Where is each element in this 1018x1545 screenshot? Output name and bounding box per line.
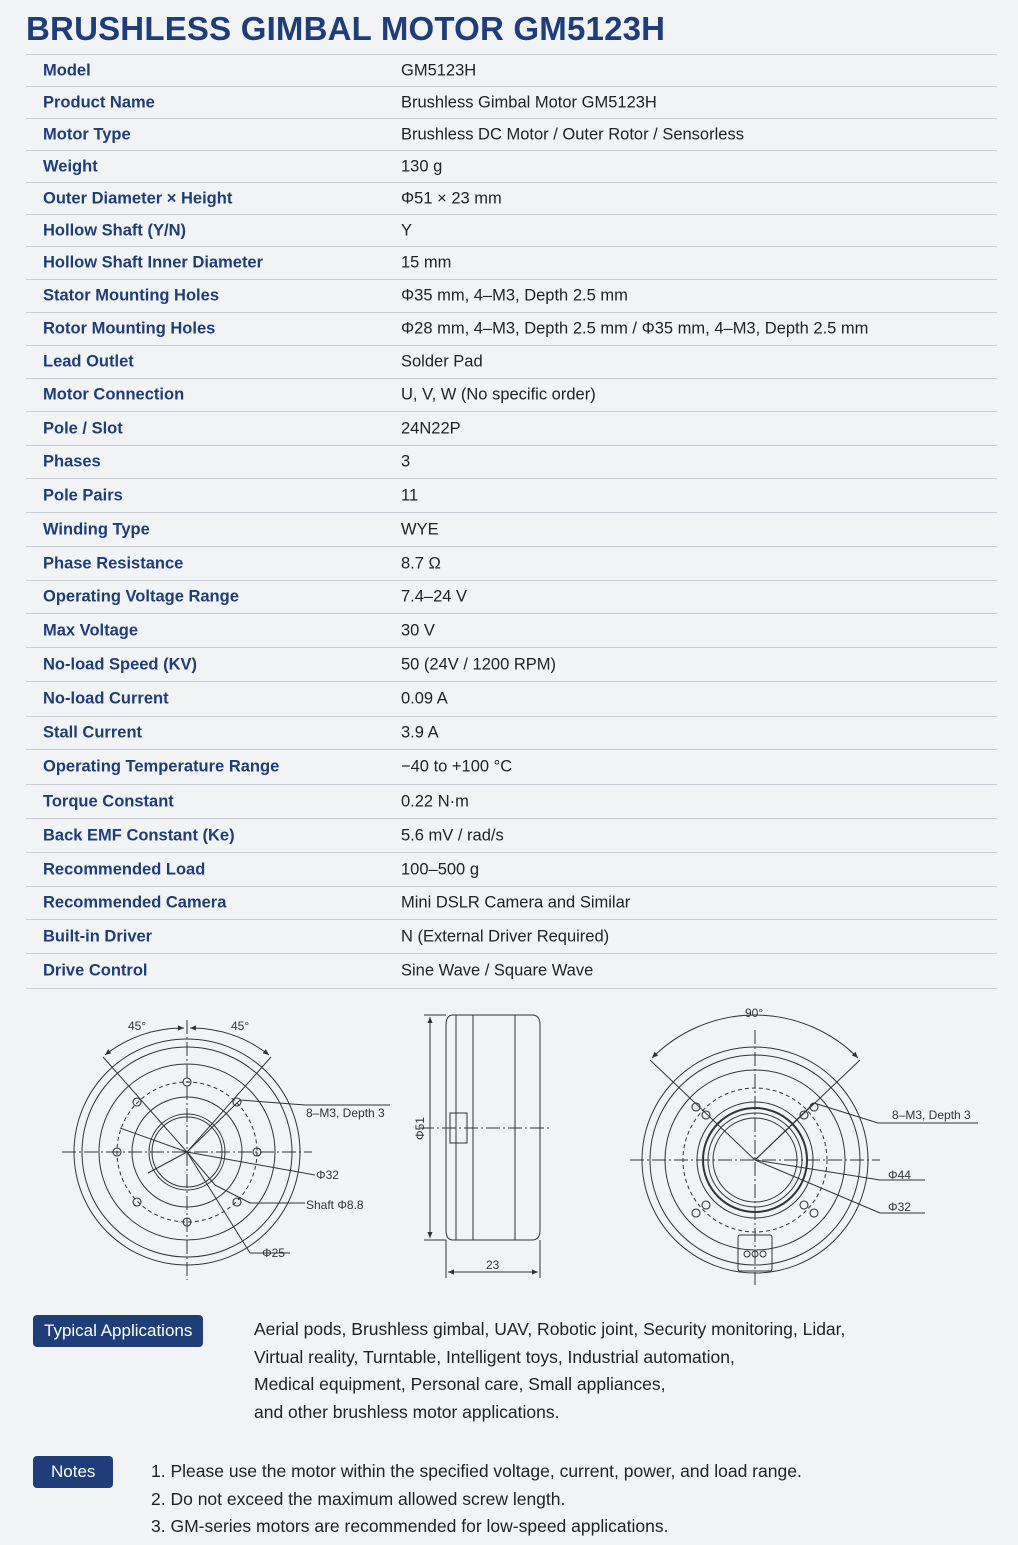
spec-label: Motor Connection (43, 385, 185, 404)
spec-value: WYE (401, 520, 439, 538)
spec-label: Rotor Mounting Holes (43, 319, 216, 338)
spec-label: Operating Temperature Range (43, 757, 280, 776)
spec-label: Phases (43, 452, 101, 471)
spec-row (26, 151, 997, 183)
spec-row (26, 379, 997, 412)
spec-row (26, 887, 997, 920)
spec-label: Max Voltage (43, 621, 139, 639)
spec-label: Operating Voltage Range (43, 587, 239, 606)
applications-line: Virtual reality, Turntable, Intelligent toys, Industrial automation, (254, 1346, 735, 1367)
front-d25-label: Φ25 (262, 1246, 285, 1260)
spec-value: 5.6 mV / rad/s (401, 826, 504, 844)
spec-row (26, 785, 997, 819)
spec-row (26, 87, 997, 119)
spec-row (26, 346, 997, 379)
applications-text (254, 1316, 954, 1426)
spec-value: 24N22P (401, 419, 461, 437)
spec-value: N (External Driver Required) (401, 927, 610, 945)
front-shaft-label: Shaft Φ8.8 (306, 1198, 364, 1212)
note-item: 1. Please use the motor within the specified voltage, current, power, and load range. (151, 1461, 802, 1481)
notes-badge: Notes (33, 1456, 113, 1488)
spec-row (26, 750, 997, 785)
spec-row (26, 119, 997, 151)
spec-row (26, 581, 997, 614)
notes-list (151, 1458, 991, 1541)
spec-row (26, 313, 997, 346)
typical-applications-badge: Typical Applications (33, 1315, 203, 1347)
spec-label: Back EMF Constant (Ke) (43, 826, 235, 844)
applications-line: Medical equipment, Personal care, Small appliances, (254, 1374, 666, 1394)
side-width-label: 23 (486, 1258, 500, 1272)
front-holes-label: 8–M3, Depth 3 (306, 1106, 385, 1120)
spec-row (26, 479, 997, 513)
front-angle-left-label: 45° (128, 1019, 147, 1033)
note-item: 3. GM-series motors are recommended for low-speed applications. (151, 1516, 669, 1536)
back-view-drawing (630, 1015, 978, 1285)
back-holes-label: 8–M3, Depth 3 (892, 1108, 971, 1122)
spec-row (26, 853, 997, 887)
spec-value: Mini DSLR Camera and Similar (401, 893, 631, 912)
spec-value: −40 to +100 °C (401, 757, 513, 776)
spec-value: Φ35 mm, 4–M3, Depth 2.5 mm (401, 286, 628, 305)
front-d32-label: Φ32 (316, 1168, 339, 1182)
spec-row (26, 280, 997, 313)
spec-label: Pole Pairs (43, 486, 123, 504)
spec-value: 11 (401, 486, 419, 504)
spec-value: U, V, W (No specific order) (401, 385, 596, 404)
spec-row (26, 682, 997, 717)
spec-table (26, 54, 997, 989)
spec-row (26, 614, 997, 648)
spec-value: GM5123H (401, 61, 477, 79)
note-item: 2. Do not exceed the maximum allowed screw length. (151, 1488, 566, 1509)
spec-label: Pole / Slot (43, 419, 123, 437)
spec-row (26, 819, 997, 853)
spec-value: 3 (401, 452, 411, 471)
spec-label: Outer Diameter × Height (43, 189, 233, 207)
spec-label: No-load Current (43, 689, 169, 708)
spec-value: 0.09 A (401, 689, 448, 708)
spec-label: Torque Constant (43, 792, 174, 810)
back-d32-label: Φ32 (888, 1200, 911, 1214)
spec-label: Stall Current (43, 723, 143, 742)
spec-row (26, 55, 997, 87)
spec-label: Weight (43, 157, 98, 175)
applications-line: Aerial pods, Brushless gimbal, UAV, Robotic joint, Security monitoring, Lidar, (254, 1319, 846, 1339)
spec-value: Φ28 mm, 4–M3, Depth 2.5 mm / Φ35 mm, 4–M3, Depth 2.5 mm (401, 319, 869, 338)
side-height-label: Φ51 (413, 1117, 427, 1140)
spec-value: 50 (24V / 1200 RPM) (401, 655, 556, 673)
spec-value: Brushless Gimbal Motor GM5123H (401, 93, 657, 111)
spec-label: Phase Resistance (43, 554, 184, 572)
spec-value: 100–500 g (401, 860, 479, 878)
applications-line: and other brushless motor applications. (254, 1401, 560, 1422)
spec-label: Hollow Shaft (Y/N) (43, 221, 186, 239)
spec-value: Φ51 × 23 mm (401, 189, 502, 207)
side-view-drawing (420, 1015, 550, 1278)
spec-value: 15 mm (401, 253, 452, 272)
spec-label: Lead Outlet (43, 352, 134, 371)
spec-value: Y (401, 221, 413, 239)
spec-label: Product Name (43, 93, 155, 111)
spec-label: Winding Type (43, 520, 150, 538)
spec-value: 0.22 N·m (401, 792, 469, 810)
spec-row (26, 717, 997, 750)
drawings-svg (0, 995, 1018, 1295)
technical-drawings (0, 995, 1018, 1295)
spec-row (26, 412, 997, 446)
spec-row (26, 446, 997, 479)
spec-label: Built-in Driver (43, 927, 153, 945)
spec-label: Motor Type (43, 125, 131, 143)
spec-value: Sine Wave / Square Wave (401, 961, 594, 980)
spec-label: Stator Mounting Holes (43, 286, 219, 305)
spec-row (26, 648, 997, 682)
spec-label: No-load Speed (KV) (43, 655, 198, 673)
spec-label: Hollow Shaft Inner Diameter (43, 253, 264, 272)
spec-row (26, 183, 997, 215)
front-angle-right-label: 45° (231, 1019, 250, 1033)
spec-row (26, 547, 997, 581)
spec-value: 3.9 A (401, 723, 439, 742)
spec-label: Recommended Camera (43, 893, 227, 912)
back-angle-label: 90° (745, 1006, 764, 1020)
spec-value: 8.7 Ω (401, 554, 441, 572)
spec-value: Brushless DC Motor / Outer Rotor / Sensorless (401, 125, 744, 143)
spec-value: 7.4–24 V (401, 587, 468, 606)
spec-row (26, 215, 997, 247)
spec-label: Drive Control (43, 961, 148, 980)
spec-label: Recommended Load (43, 860, 206, 878)
spec-label: Model (43, 61, 91, 79)
spec-row (26, 954, 997, 989)
spec-value: 130 g (401, 157, 443, 175)
spec-value: 30 V (401, 621, 435, 639)
page-title: BRUSHLESS GIMBAL MOTOR GM5123H (26, 10, 666, 47)
spec-row (26, 920, 997, 954)
back-d44-label: Φ44 (888, 1168, 911, 1182)
spec-row (26, 513, 997, 547)
spec-value: Solder Pad (401, 352, 483, 371)
front-view-drawing (62, 1020, 390, 1280)
spec-row (26, 247, 997, 280)
